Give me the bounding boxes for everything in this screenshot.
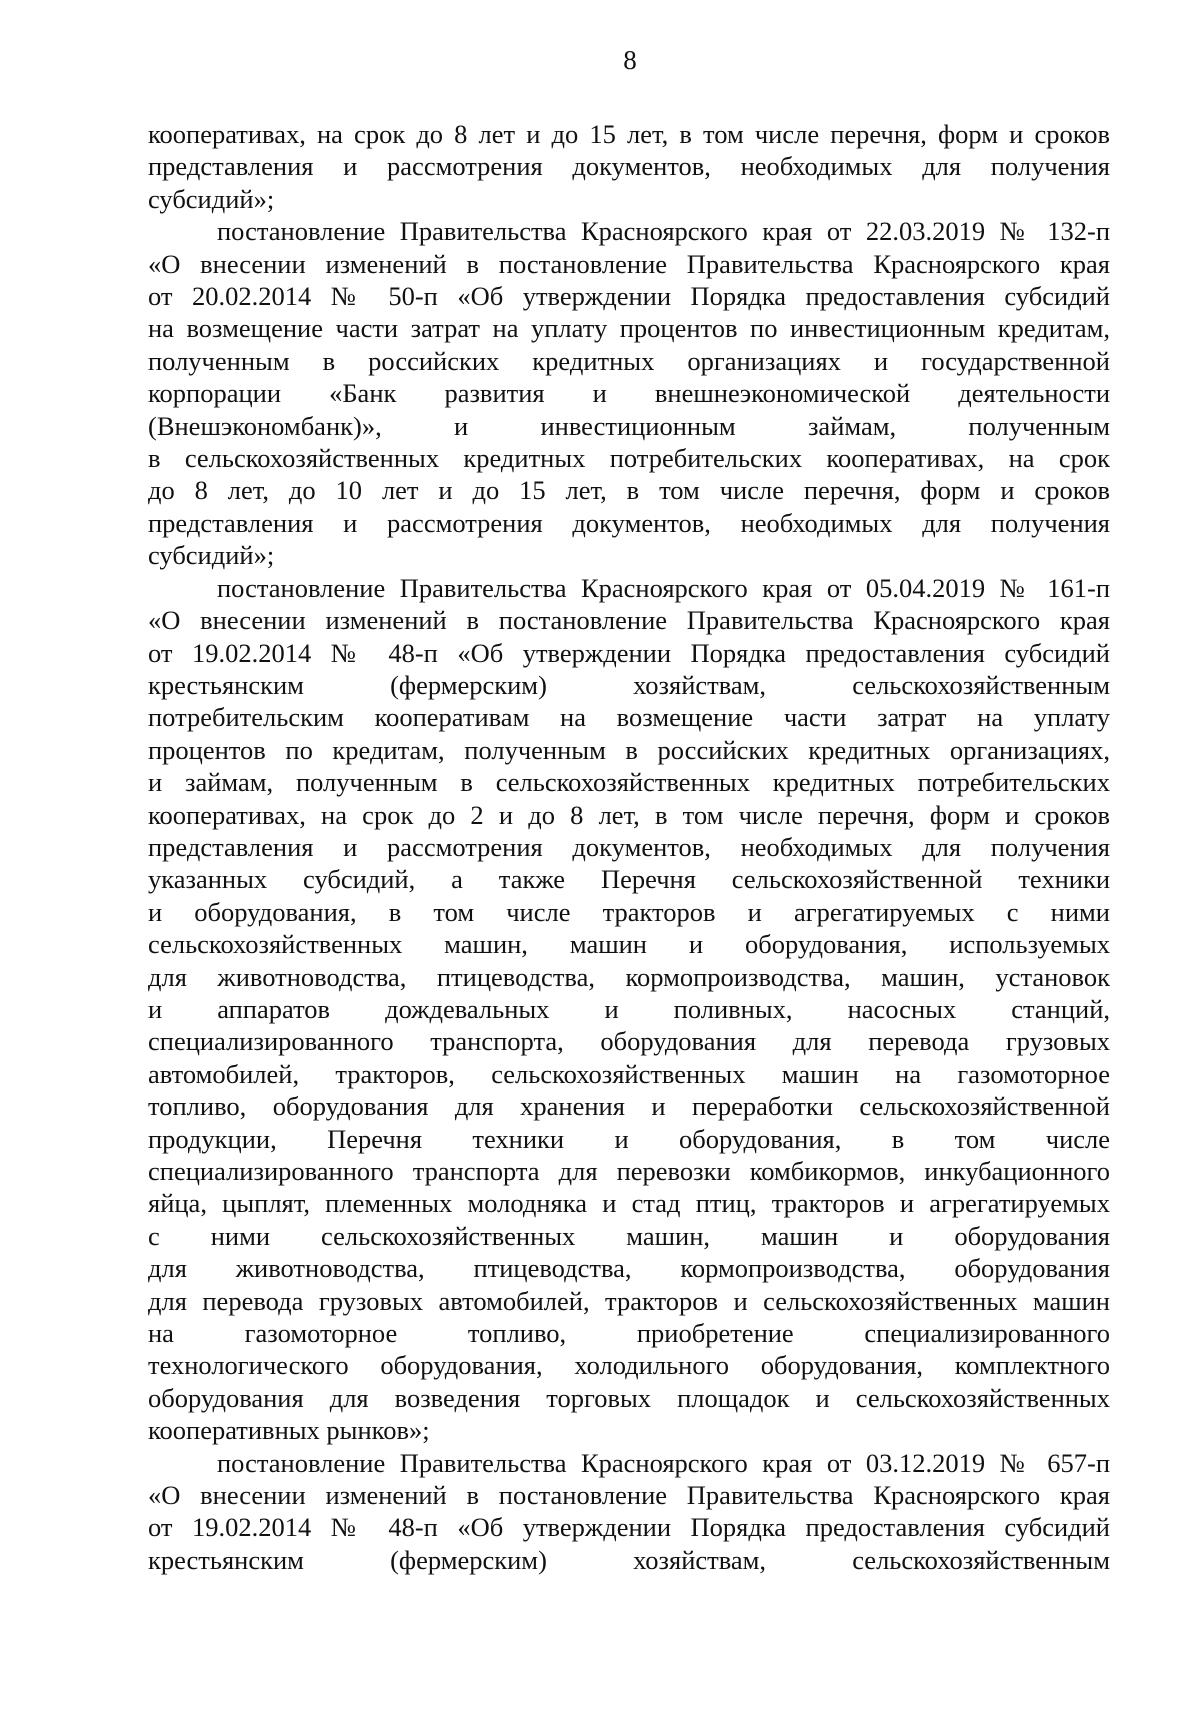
text-line: с ними сельскохозяйственных машин, машин и оборудования [148, 1220, 1110, 1251]
text-line: «О внесении изменений в постановление Правительства Красноярского края [148, 605, 1110, 636]
text-line: и оборудования, в том числе тракторов и агрегатируемых с ними [148, 896, 1110, 927]
text-line: кооперативных рынков»; [148, 1415, 430, 1446]
text-line: указанных субсидий, а также Перечня сельскохозяйственной техники [148, 864, 1110, 895]
text-line: и займам, полученным в сельскохозяйственных кредитных потребительских [148, 767, 1110, 798]
text-line: представления и рассмотрения документов, необходимых для получения [148, 831, 1110, 862]
paragraph [148, 572, 1110, 1447]
text-line: постановление Правительства Красноярского края от 22.03.2019 № 132-п [217, 216, 1110, 247]
text-line: крестьянским (фермерским) хозяйствам, сельскохозяйственным [148, 669, 1110, 700]
document-body [148, 118, 1110, 1576]
text-line: для животноводства, птицеводства, кормопроизводства, машин, установок [148, 961, 1110, 992]
text-line: представления и рассмотрения документов, необходимых для получения [148, 507, 1110, 538]
text-line: до 8 лет, до 10 лет и до 15 лет, в том числе перечня, форм и сроков [148, 475, 1110, 506]
text-line: яйца, цыплят, племенных молодняка и стад птиц, тракторов и агрегатируемых [148, 1188, 1110, 1219]
text-line: корпорации «Банк развития и внешнеэкономической деятельности [148, 378, 1110, 409]
text-line: потребительским кооперативам на возмещение части затрат на уплату [148, 702, 1110, 733]
text-line: сельскохозяйственных машин, машин и оборудования, используемых [148, 929, 1110, 960]
text-line: топливо, оборудования для хранения и переработки сельскохозяйственной [148, 1091, 1110, 1122]
text-line: в сельскохозяйственных кредитных потребительских кооперативах, на срок [148, 443, 1110, 474]
text-line: полученным в российских кредитных организациях и государственной [148, 345, 1110, 376]
text-line: автомобилей, тракторов, сельскохозяйственных машин на газомоторное [148, 1058, 1110, 1089]
text-line: оборудования для возведения торговых площадок и сельскохозяйственных [148, 1382, 1110, 1413]
text-line: «О внесении изменений в постановление Правительства Красноярского края [148, 248, 1110, 279]
text-line: кооперативах, на срок до 8 лет и до 15 лет, в том числе перечня, форм и сроков [148, 119, 1110, 149]
text-line: и аппаратов дождевальных и поливных, насосных станций, [148, 993, 1110, 1024]
text-line: технологического оборудования, холодильного оборудования, комплектного [148, 1350, 1110, 1381]
text-line: (Внешэкономбанк)», и инвестиционным займам, полученным [148, 410, 1110, 441]
text-line: от 19.02.2014 № 48-п «Об утверждении Порядка предоставления субсидий [148, 1512, 1110, 1543]
text-line: постановление Правительства Красноярского края от 03.12.2019 № 657-п [217, 1447, 1110, 1478]
text-line: от 19.02.2014 № 48-п «Об утверждении Порядка предоставления субсидий [148, 637, 1110, 668]
text-line: продукции, Перечня техники и оборудования, в том числе [148, 1123, 1110, 1154]
text-line: крестьянским (фермерским) хозяйствам, сельскохозяйственным [148, 1544, 1110, 1575]
text-line: представления и рассмотрения документов, необходимых для получения [148, 151, 1110, 182]
text-line: для перевода грузовых автомобилей, тракторов и сельскохозяйственных машин [148, 1285, 1110, 1316]
page-number: 8 [623, 45, 637, 75]
text-line: на возмещение части затрат на уплату процентов по инвестиционным кредитам, [148, 313, 1110, 344]
text-line: для животноводства, птицеводства, кормопроизводства, оборудования [148, 1253, 1110, 1284]
text-line: субсидий»; [148, 183, 275, 214]
text-line: процентов по кредитам, полученным в российских кредитных организациях, [148, 734, 1110, 765]
text-line: кооперативах, на срок до 2 и до 8 лет, в том числе перечня, форм и сроков [148, 799, 1110, 830]
text-line: субсидий»; [148, 540, 275, 571]
paragraph [148, 215, 1110, 571]
text-line: от 20.02.2014 № 50-п «Об утверждении Порядка предоставления субсидий [148, 281, 1110, 312]
text-line: специализированного транспорта для перевозки комбикормов, инкубационного [148, 1156, 1110, 1186]
paragraph [148, 118, 1110, 215]
text-line: «О внесении изменений в постановление Правительства Красноярского края [148, 1480, 1110, 1511]
paragraph [148, 1447, 1110, 1577]
text-line: специализированного транспорта, оборудования для перевода грузовых [148, 1026, 1110, 1057]
text-line: постановление Правительства Красноярского края от 05.04.2019 № 161-п [217, 572, 1110, 603]
text-line: на газомоторное топливо, приобретение специализированного [148, 1318, 1110, 1349]
